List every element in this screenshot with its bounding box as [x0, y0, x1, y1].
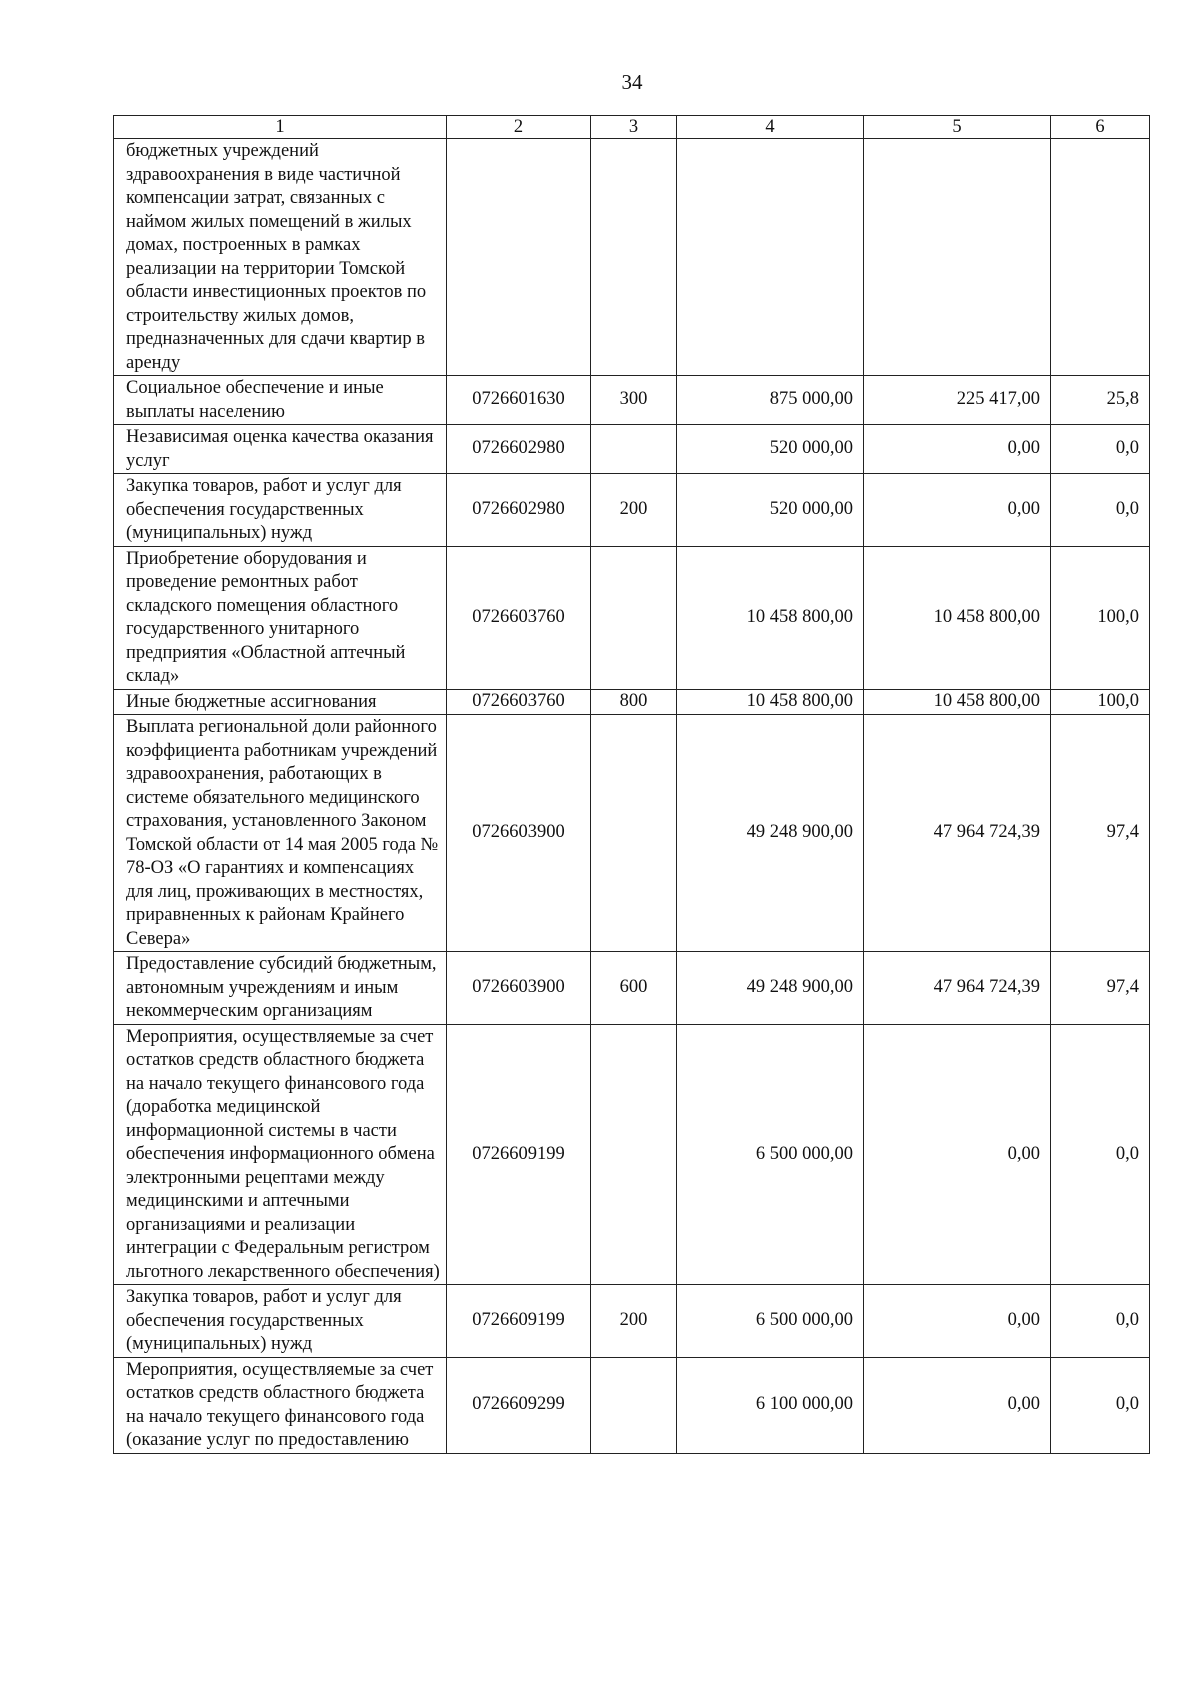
- row-percent: 97,4: [1051, 715, 1150, 952]
- row-code: 0726609199: [447, 1285, 591, 1358]
- row-code: 0726603900: [447, 952, 591, 1025]
- table-row: [114, 425, 1150, 474]
- table-row: [114, 1285, 1150, 1358]
- table-row: [114, 952, 1150, 1025]
- row-plan: 875 000,00: [677, 376, 864, 425]
- column-header-5: 5: [864, 116, 1051, 139]
- row-fact: 47 964 724,39: [864, 715, 1051, 952]
- column-header-2: 2: [447, 116, 591, 139]
- row-percent: 0,0: [1051, 1357, 1150, 1453]
- column-header-4: 4: [677, 116, 864, 139]
- row-name: Мероприятия, осуществляемые за счет остатков средств областного бюджета на начало текущего финансового года (доработка медицинской информационной системы в части обеспечения информационного обмена электронными рецептами между медицинскими и аптечными организациями и реализации интеграции с Федеральным регистром льготного лекарственного обеспечения): [114, 1024, 447, 1285]
- row-name: Социальное обеспечение и иные выплаты населению: [114, 376, 447, 425]
- row-fact: 0,00: [864, 1357, 1051, 1453]
- row-expense-type: [591, 1024, 677, 1285]
- row-expense-type: [591, 139, 677, 376]
- row-expense-type: 300: [591, 376, 677, 425]
- row-expense-type: [591, 425, 677, 474]
- row-plan: [677, 139, 864, 376]
- row-plan: 49 248 900,00: [677, 952, 864, 1025]
- row-code: 0726603760: [447, 546, 591, 689]
- row-expense-type: [591, 1357, 677, 1453]
- row-plan: 520 000,00: [677, 425, 864, 474]
- row-percent: 0,0: [1051, 1285, 1150, 1358]
- row-plan: 10 458 800,00: [677, 689, 864, 715]
- row-plan: 49 248 900,00: [677, 715, 864, 952]
- row-code: 0726601630: [447, 376, 591, 425]
- table-row: [114, 689, 1150, 715]
- row-name: Приобретение оборудования и проведение ремонтных работ складского помещения областного государственного унитарного предприятия «Областной аптечный склад»: [114, 546, 447, 689]
- row-name: Закупка товаров, работ и услуг для обеспечения государственных (муниципальных) нужд: [114, 474, 447, 547]
- row-fact: 0,00: [864, 425, 1051, 474]
- page-number: 34: [621, 70, 643, 94]
- column-header-6: 6: [1051, 116, 1150, 139]
- table-row: [114, 546, 1150, 689]
- row-percent: 100,0: [1051, 546, 1150, 689]
- row-expense-type: 200: [591, 474, 677, 547]
- row-code: 0726603900: [447, 715, 591, 952]
- row-percent: [1051, 139, 1150, 376]
- row-expense-type: 600: [591, 952, 677, 1025]
- row-percent: 0,0: [1051, 474, 1150, 547]
- row-fact: 10 458 800,00: [864, 546, 1051, 689]
- row-plan: 6 500 000,00: [677, 1285, 864, 1358]
- row-percent: 97,4: [1051, 952, 1150, 1025]
- row-code: 0726602980: [447, 474, 591, 547]
- row-fact: 10 458 800,00: [864, 689, 1051, 715]
- row-code: 0726609199: [447, 1024, 591, 1285]
- row-code: 0726603760: [447, 689, 591, 715]
- row-fact: 225 417,00: [864, 376, 1051, 425]
- table-row: [114, 139, 1150, 376]
- row-name: Предоставление субсидий бюджетным, автономным учреждениям и иным некоммерческим организациям: [114, 952, 447, 1025]
- row-percent: 0,0: [1051, 1024, 1150, 1285]
- row-expense-type: [591, 546, 677, 689]
- row-fact: [864, 139, 1051, 376]
- row-percent: 0,0: [1051, 425, 1150, 474]
- column-header-1: 1: [114, 116, 447, 139]
- table-row: [114, 715, 1150, 952]
- row-fact: 0,00: [864, 1024, 1051, 1285]
- column-header-3: 3: [591, 116, 677, 139]
- row-plan: 10 458 800,00: [677, 546, 864, 689]
- row-fact: 47 964 724,39: [864, 952, 1051, 1025]
- row-percent: 25,8: [1051, 376, 1150, 425]
- row-name: Закупка товаров, работ и услуг для обеспечения государственных (муниципальных) нужд: [114, 1285, 447, 1358]
- row-plan: 520 000,00: [677, 474, 864, 547]
- row-plan: 6 100 000,00: [677, 1357, 864, 1453]
- row-expense-type: [591, 715, 677, 952]
- row-percent: 100,0: [1051, 689, 1150, 715]
- row-fact: 0,00: [864, 1285, 1051, 1358]
- row-name: Независимая оценка качества оказания услуг: [114, 425, 447, 474]
- table-header-row: [114, 116, 1150, 139]
- table-row: [114, 474, 1150, 547]
- table-row: [114, 376, 1150, 425]
- row-name: Мероприятия, осуществляемые за счет остатков средств областного бюджета на начало текущего финансового года (оказание услуг по предоставлению: [114, 1357, 447, 1453]
- row-name: Выплата региональной доли районного коэффициента работникам учреждений здравоохранения, работающих в системе обязательного медицинского страхования, установленного Законом Томской области от 14 мая 2005 года № 78-ОЗ «О гарантиях и компенсациях для лиц, проживающих в местностях, приравненных к районам Крайнего Севера»: [114, 715, 447, 952]
- row-fact: 0,00: [864, 474, 1051, 547]
- row-plan: 6 500 000,00: [677, 1024, 864, 1285]
- row-expense-type: 200: [591, 1285, 677, 1358]
- budget-table: [113, 115, 1150, 1454]
- table-row: [114, 1357, 1150, 1453]
- row-name: Иные бюджетные ассигнования: [114, 689, 447, 715]
- row-code: [447, 139, 591, 376]
- row-expense-type: 800: [591, 689, 677, 715]
- row-code: 0726602980: [447, 425, 591, 474]
- table-row: [114, 1024, 1150, 1285]
- row-name: бюджетных учреждений здравоохранения в виде частичной компенсации затрат, связанных с наймом жилых помещений в жилых домах, построенных в рамках реализации на территории Томской области инвестиционных проектов по строительству жилых домов, предназначенных для сдачи квартир в аренду: [114, 139, 447, 376]
- row-code: 0726609299: [447, 1357, 591, 1453]
